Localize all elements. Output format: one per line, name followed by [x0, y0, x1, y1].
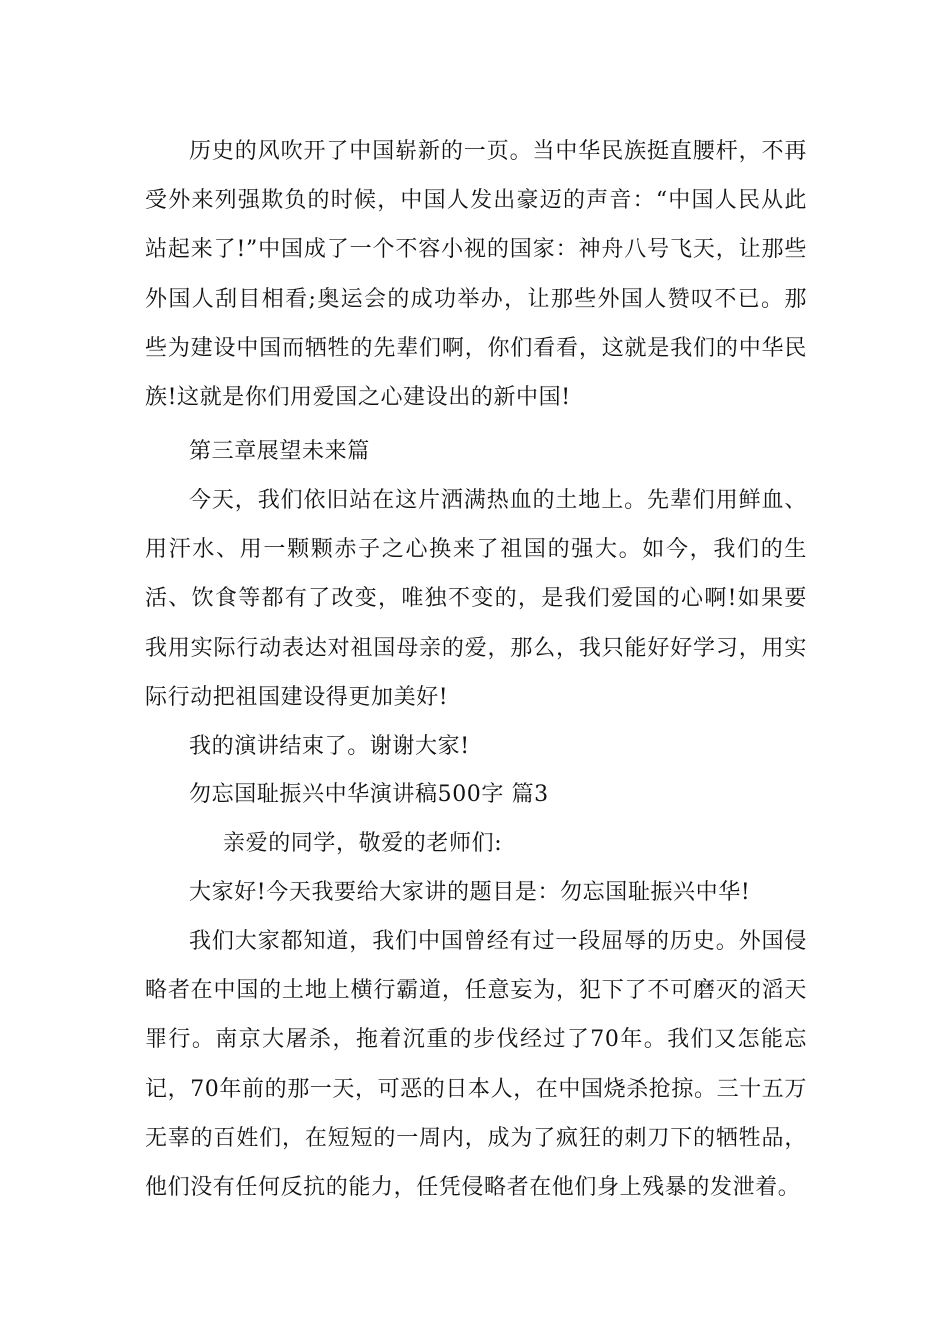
paragraph-today — [145, 476, 807, 722]
paragraph-closing — [145, 722, 807, 771]
salutation-text: 亲爱的同学，敬爱的老师们: — [223, 831, 503, 856]
paragraph-text: 我的演讲结束了。谢谢大家! — [189, 734, 470, 759]
title-text: 勿忘国耻振兴中华演讲稿500字 篇3 — [189, 782, 549, 807]
paragraph-text: 历史的风吹开了中国崭新的一页。当中华民族挺直腰杆，不再受外来列强欺负的时候，中国人发出豪迈的声音：“中国人民从此站起来了!”中国成了一个不容小视的国家：神舟八号飞天，让那些外国人刮目相看;奥运会的成功举办，让那些外国人赞叹不已。那些为建设中国而牺牲的先辈们啊，你们看看，这就是我们的中华民族!这就是你们用爱国之心建设出的新中国! — [145, 139, 807, 411]
paragraph-history-humiliation — [145, 917, 807, 1212]
paragraph-text: 大家好!今天我要给大家讲的题目是：勿忘国耻振兴中华! — [189, 880, 751, 905]
paragraph-history — [145, 127, 807, 422]
section-heading-chapter-3 — [145, 427, 807, 476]
heading-text: 第三章展望未来篇 — [189, 439, 370, 464]
paragraph-text: 我们大家都知道，我们中国曾经有过一段屈辱的历史。外国侵略者在中国的土地上横行霸道，任意妄为，犯下了不可磨灭的滔天罪行。南京大屠杀，拖着沉重的步伐经过了70年。我们又怎能忘记，70年前的那一天，可恶的日本人，在中国烧杀抢掠。三十五万无辜的百姓们，在短短的一周内，成为了疯狂的刺刀下的牺牲品，他们没有任何反抗的能力，任凭侵略者在他们身上残暴的发泄着。 — [145, 929, 807, 1201]
salutation — [145, 819, 807, 868]
paragraph-greeting — [145, 868, 807, 917]
paragraph-text: 今天，我们依旧站在这片洒满热血的土地上。先辈们用鲜血、用汗水、用一颗颗赤子之心换来了祖国的强大。如今，我们的生活、饮食等都有了改变，唯独不变的，是我们爱国的心啊!如果要我用实际行动表达对祖国母亲的爱，那么，我只能好好学习，用实际行动把祖国建设得更加美好! — [145, 488, 807, 710]
article-title — [145, 770, 807, 819]
